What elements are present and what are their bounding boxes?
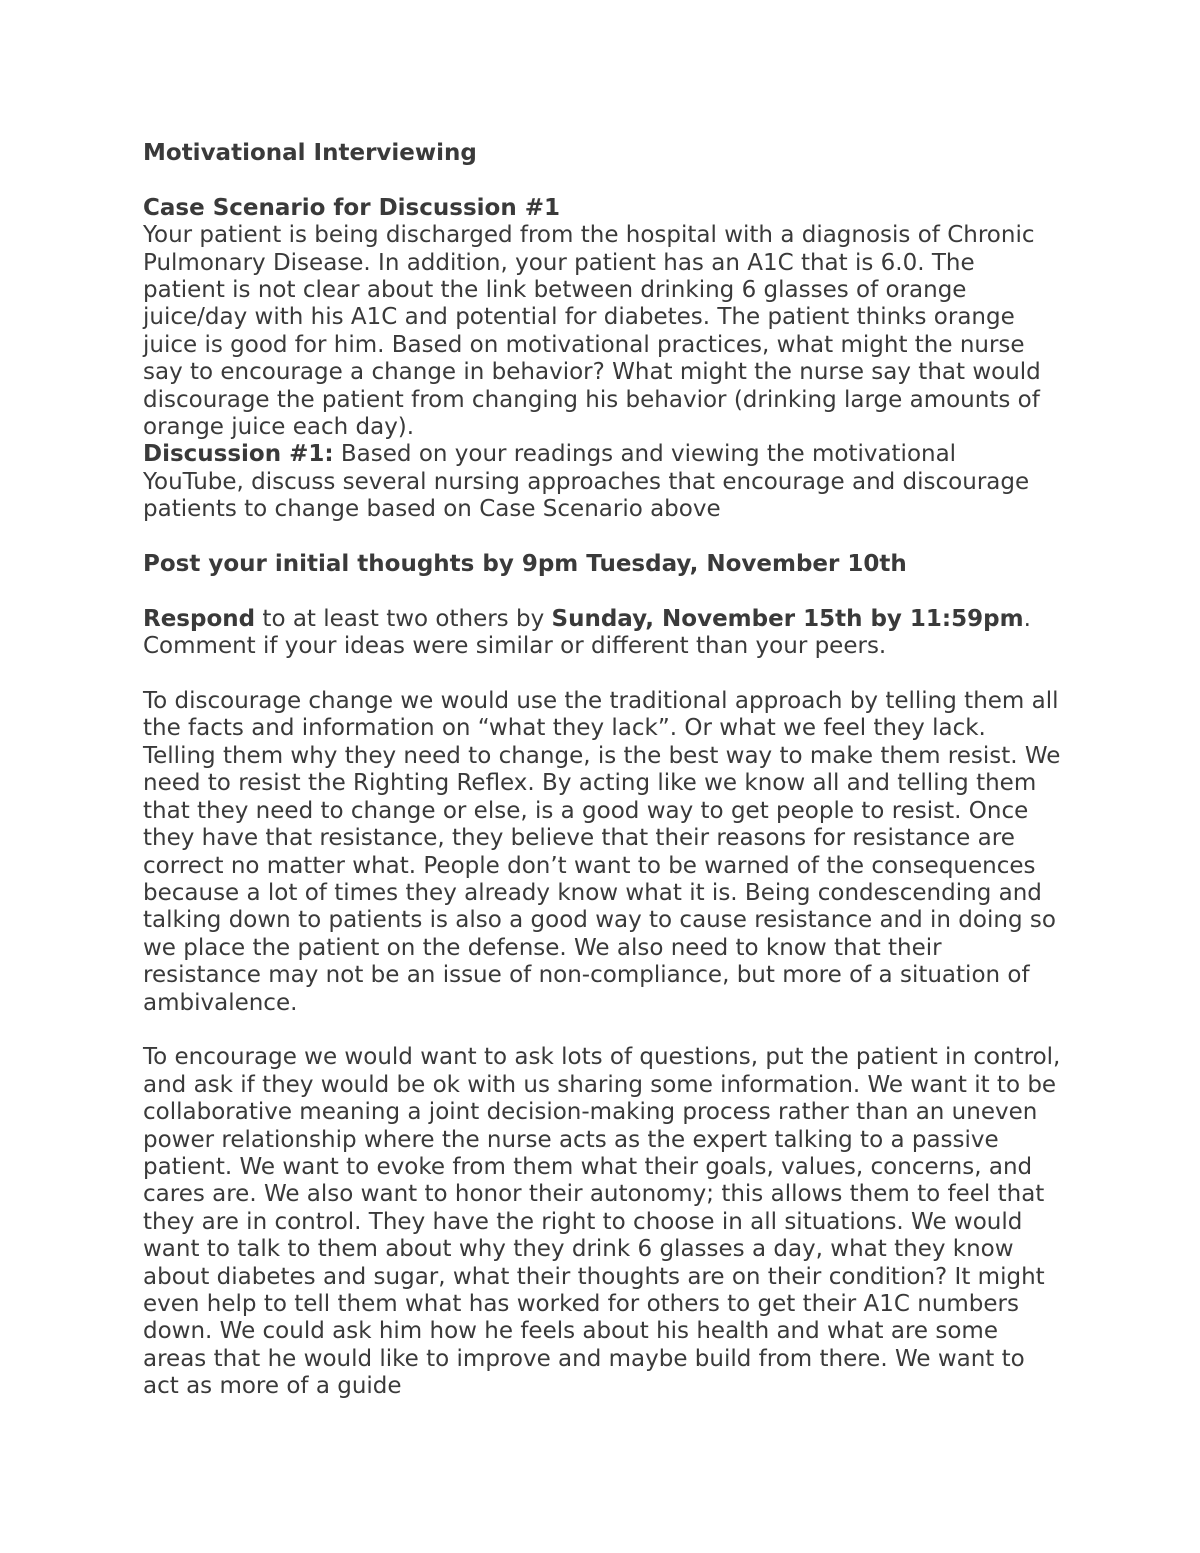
discussion-text: Based on your readings and viewing the motivational YouTube, discuss several nursing approaches that encourage and discourage patients to change based on Case Scenario above bbox=[143, 441, 1030, 523]
spacer bbox=[143, 1017, 1063, 1044]
spacer bbox=[143, 167, 1063, 194]
respond-label: Respond bbox=[143, 605, 256, 632]
spacer bbox=[143, 661, 1063, 688]
respond-text-2: . Comment if your ideas were similar or different than your peers. bbox=[143, 605, 1031, 660]
discussion-prompt bbox=[143, 441, 1063, 523]
spacer bbox=[143, 524, 1063, 551]
respond-text-1: to at least two others by bbox=[255, 605, 552, 632]
respond-instructions bbox=[143, 606, 1063, 661]
post-deadline: Post your initial thoughts by 9pm Tuesday, November 10th bbox=[143, 551, 907, 578]
respond-deadline: Sunday, November 15th by 11:59pm bbox=[551, 605, 1024, 632]
paragraph-discourage: To discourage change we would use the traditional approach by telling them all the facts and information on “what they lack”. Or what we feel they lack. Telling them why they need to change, is the best way to make them resist. We need to resist the Righting Reflex. By acting like we know all and telling them that they need to change or else, is a good way to get people to resist. Once they have that resistance, they believe that their reasons for resistance are correct no matter what. People don’t want to be warned of the consequences because a lot of times they already know what it is. Being condescending and talking down to patients is also a good way to cause resistance and in doing so we place the patient on the defense. We also need to know that their resistance may not be an issue of non-compliance, but more of a situation of ambivalence. bbox=[143, 688, 1061, 1016]
case-heading: Case Scenario for Discussion #1 bbox=[143, 194, 560, 221]
document-title: Motivational Interviewing bbox=[143, 140, 477, 166]
case-text: Your patient is being discharged from the hospital with a diagnosis of Chronic Pulmonary Disease. In addition, your patient has an A1C that is 6.0. The patient is not clear about the link between drinking 6 glasses of orange juice/day with his A1C and potential for diabetes. The patient thinks orange juice is good for him. Based on motivational practices, what might the nurse say to encourage a change in behavior? What might the nurse say that would discourage the patient from changing his behavior (drinking large amounts of orange juice each day). bbox=[143, 222, 1041, 441]
paragraph-encourage: To encourage we would want to ask lots of questions, put the patient in control, and ask if they would be ok with us sharing some information. We want it to be collaborative meaning a joint decision-making process rather than an uneven power relationship where the nurse acts as the expert talking to a passive patient. We want to evoke from them what their goals, values, concerns, and cares are. We also want to honor their autonomy; this allows them to feel that they are in control. They have the right to choose in all situations. We would want to talk to them about why they drink 6 glasses a day, what they know about diabetes and sugar, what their thoughts are on their condition? It might even help to tell them what has worked for others to get their A1C numbers down. We could ask him how he feels about his health and what are some areas that he would like to improve and maybe build from there. We want to act as more of a guide bbox=[143, 1044, 1061, 1400]
document-page bbox=[143, 140, 1063, 1401]
spacer bbox=[143, 578, 1063, 605]
discussion-label: Discussion #1: bbox=[143, 441, 334, 468]
